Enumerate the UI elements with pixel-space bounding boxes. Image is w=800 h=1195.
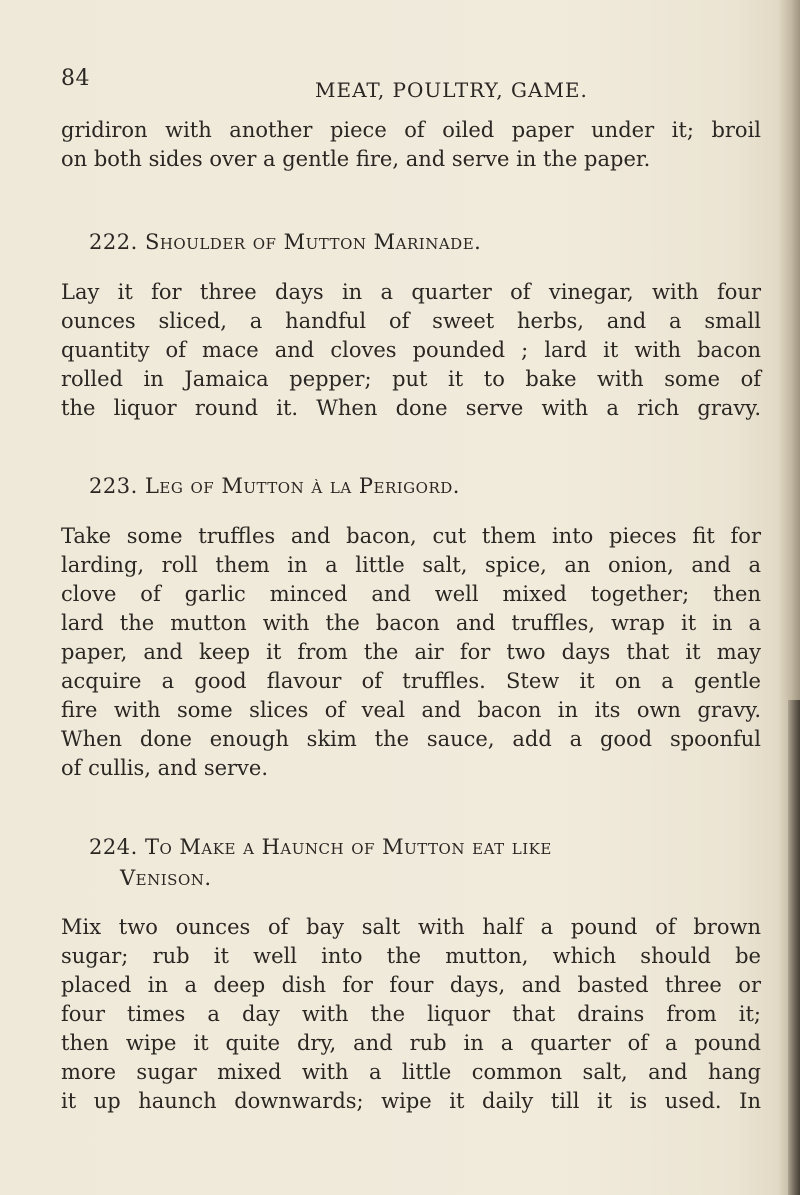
text-line: clove of garlic minced and well mixed together; then	[61, 582, 761, 606]
text-line: fire with some slices of veal and bacon in its own gravy.	[61, 698, 761, 722]
binding-shadow	[788, 700, 800, 1195]
text-line: more sugar mixed with a little common salt, and hang	[61, 1060, 761, 1084]
text-line: larding, roll them in a little salt, spice, an onion, and a	[61, 553, 761, 577]
running-title: MEAT, POULTRY, GAME.	[315, 78, 588, 102]
recipe-body-224	[61, 913, 761, 1116]
text-line: lard the mutton with the bacon and truffles, wrap it in a	[61, 611, 761, 635]
text-line: Lay it for three days in a quarter of vinegar, with four	[61, 280, 761, 304]
text-line: four times a day with the liquor that drains from it;	[61, 1002, 761, 1026]
text-line: Mix two ounces of bay salt with half a pound of brown	[61, 915, 761, 939]
page-number: 84	[61, 66, 90, 91]
text-line: When done enough skim the sauce, add a good spoonful	[61, 727, 761, 751]
text-line: on both sides over a gentle fire, and serve in the paper.	[61, 147, 651, 171]
text-line: of cullis, and serve.	[61, 756, 269, 780]
recipe-body-223	[61, 522, 761, 783]
recipe-heading-224-cont: Venison.	[120, 866, 212, 890]
text-line: rolled in Jamaica pepper; put it to bake with some of	[61, 367, 761, 391]
recipe-heading-222: 222. Shoulder of Mutton Marinade.	[89, 230, 482, 254]
recipe-heading-224: 224. To Make a Haunch of Mutton eat like	[89, 835, 552, 859]
text-line: the liquor round it. When done serve with a rich gravy.	[61, 396, 761, 420]
text-line: placed in a deep dish for four days, and basted three or	[61, 973, 761, 997]
text-line: acquire a good flavour of truffles. Stew it on a gentle	[61, 669, 761, 693]
recipe-heading-223: 223. Leg of Mutton à la Perigord.	[89, 474, 460, 498]
text-line: gridiron with another piece of oiled paper under it; broil	[61, 118, 761, 142]
text-line: paper, and keep it from the air for two days that it may	[61, 640, 761, 664]
intro-paragraph	[61, 116, 761, 174]
text-line: sugar; rub it well into the mutton, which should be	[61, 944, 761, 968]
recipe-body-222	[61, 278, 761, 423]
page-header	[61, 66, 761, 108]
text-line: then wipe it quite dry, and rub in a quarter of a pound	[61, 1031, 761, 1055]
text-line: Take some truffles and bacon, cut them into pieces fit for	[61, 524, 761, 548]
text-line: it up haunch downwards; wipe it daily till it is used. In	[61, 1089, 761, 1113]
text-line: quantity of mace and cloves pounded ; lard it with bacon	[61, 338, 761, 362]
text-line: ounces sliced, a handful of sweet herbs, and a small	[61, 309, 761, 333]
